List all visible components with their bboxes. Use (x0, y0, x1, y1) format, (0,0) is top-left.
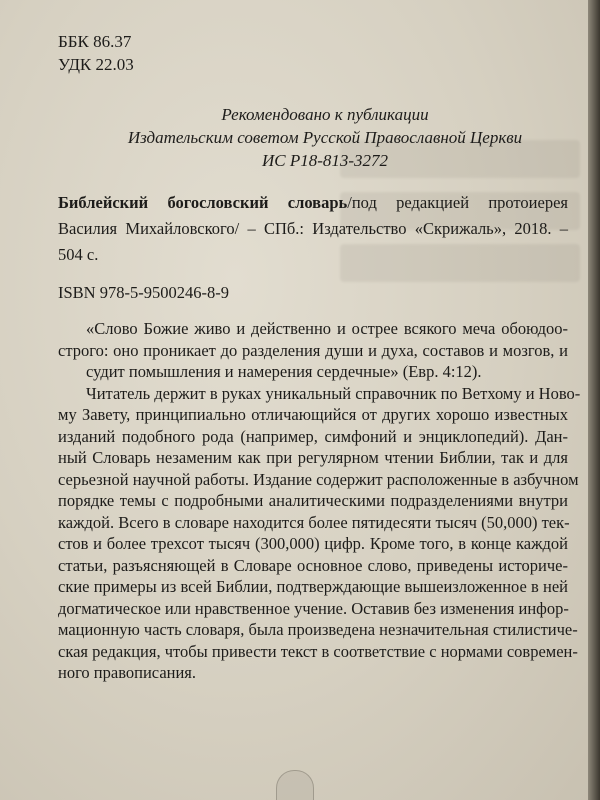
udk-code: УДК 22.03 (58, 55, 134, 74)
text-line: ские примеры из всей Библии, подтверждающие вышеизложенное в ней (58, 577, 568, 596)
annotation-text (58, 318, 581, 684)
page-edge-shadow (588, 0, 600, 800)
recommendation-line: Издательским советом Русской Православной Церкви (127, 128, 523, 147)
recommendation-block (90, 103, 560, 172)
isbn: ISBN 978-5-9500246-8-9 (58, 283, 229, 302)
bibliographic-line-2: Василия Михайловского/ – СПб.: Издательство «Скрижаль», 2018. – (58, 219, 568, 238)
text-line: стов и более трехсот тысяч (300,000) цифр. Кроме того, в конце каждой (58, 534, 568, 553)
text-line: мационную часть словаря, была произведена незначительная стилистиче- (58, 620, 578, 639)
text-line: строго: оно проникает до разделения души и духа, составов и мозгов, и (58, 340, 568, 360)
editor-text: /под редакцией протоиерея (347, 193, 568, 212)
text-line: «Слово Божие живо и действенно и острее всякого меча обоюдоо- (86, 319, 568, 338)
text-line: судит помышления и намерения сердечные» (Евр. 4:12). (86, 362, 482, 381)
bibliographic-entry (58, 190, 568, 268)
recommendation-number: ИС Р18-813-3272 (261, 151, 389, 170)
recommendation-line: Рекомендовано к публикации (221, 105, 429, 124)
text-line: ный Словарь незаменим как при регулярном чтении Библии, так и для (58, 448, 568, 467)
text-line: серьезной научной работы. Издание содержит расположенные в азбучном (58, 469, 579, 489)
text-line: ская редакция, чтобы привести текст в соответствие с нормами современ- (58, 641, 578, 661)
text-line: порядке темы с подробными аналитическими подразделениями внутри (58, 491, 568, 510)
publisher-emblem (276, 770, 314, 800)
text-line: изданий подобного рода (например, симфоний и энциклопедий). Дан- (58, 426, 568, 446)
text-line: му Завету, принципиально отличающийся от других хорошо известных (58, 405, 568, 424)
classification-codes (58, 30, 134, 76)
text-line: ного правописания. (58, 663, 197, 682)
book-title: Библейский богословский словарь (58, 193, 348, 212)
bibliographic-line-1 (58, 190, 568, 216)
text-line: Читатель держит в руках уникальный справочник по Ветхому и Ново- (86, 383, 581, 403)
text-line: статьи, разъясняющей в Словаре основное слово, приведены историче- (58, 555, 568, 575)
text-line: каждой. Всего в словаре находится более пятидесяти тысяч (50,000) тек- (58, 512, 570, 532)
bibliographic-line-3: 504 с. (58, 245, 99, 264)
text-line: догматическое или нравственное учение. Оставив без изменения инфор- (58, 598, 569, 618)
bbk-code: ББК 86.37 (58, 32, 132, 51)
